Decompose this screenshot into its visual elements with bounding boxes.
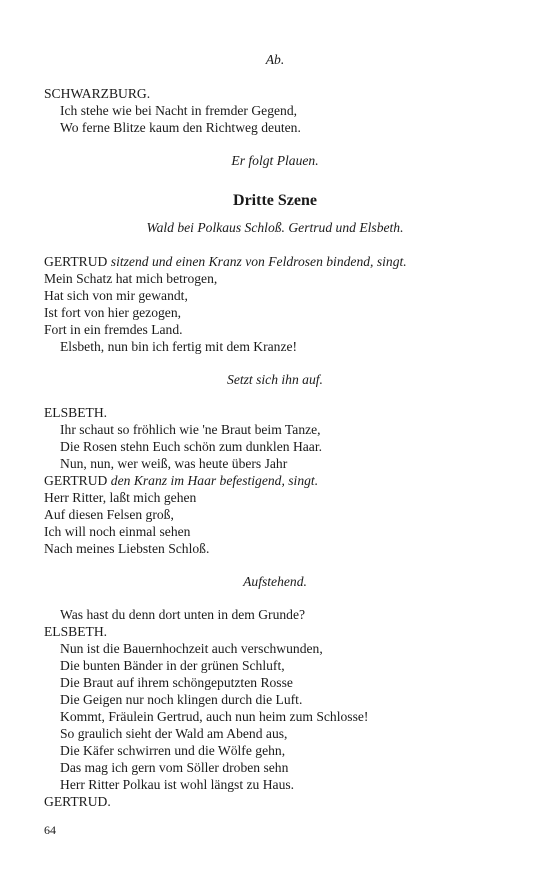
verse-line: Kommt, Fräulein Gertrud, auch nun heim zum Schlosse! [60,709,369,724]
verse-line: Elsbeth, nun bin ich fertig mit dem Kranze! [60,339,298,354]
verse-line: So graulich sieht der Wald am Abend aus, [60,726,288,741]
verse-line: Die Rosen stehn Euch schön zum dunklen Haar. [60,439,322,454]
speech-continued [44,606,506,810]
verse-line: Ich stehe wie bei Nacht in fremder Gegend, [60,103,298,118]
speech-gertrud [44,253,506,355]
stage-direction: Ab. [265,52,285,67]
verse-line: Das mag ich gern vom Söller droben sehn [60,760,289,775]
stage-direction: Aufstehend. [243,574,307,589]
inline-direction: sitzend und einen Kranz von Feldrosen bindend, singt. [110,254,407,269]
stage-direction: Er folgt Plauen. [231,153,319,168]
song-line: Fort in ein fremdes Land. [44,322,183,337]
verse-line: Die Käfer schwirren und die Wölfe gehn, [60,743,286,758]
verse-line: Die Geigen nur noch klingen durch die Luft. [60,692,303,707]
song-line: Hat sich von mir gewandt, [44,288,188,303]
song-line: Ich will noch einmal sehen [44,524,191,539]
speaker-name: GERTRUD [44,254,108,269]
verse-line: Herr Ritter Polkau ist wohl längst zu Haus. [60,777,295,792]
speech-schwarzburg [44,85,506,136]
verse-line: Ihr schaut so fröhlich wie 'ne Braut beim Tanze, [60,422,321,437]
verse-line: Was hast du denn dort unten in dem Grunde? [60,607,306,622]
speaker-name: ELSBETH. [44,624,108,639]
inline-direction: den Kranz im Haar befestigend, singt. [110,473,319,488]
scene-setting: Wald bei Polkaus Schloß. Gertrud und Elsbeth. [146,220,404,235]
song-line: Ist fort von hier gezogen, [44,305,182,320]
speaker-name: ELSBETH. [44,405,108,420]
speaker-name: SCHWARZBURG. [44,86,151,101]
song-line: Mein Schatz hat mich betrogen, [44,271,218,286]
song-line: Herr Ritter, laßt mich gehen [44,490,197,505]
verse-line: Die bunten Bänder in der grünen Schluft, [60,658,285,673]
page-number: 64 [44,823,56,837]
verse-line: Die Braut auf ihrem schöngeputzten Rosse [60,675,293,690]
scene-title: Dritte Szene [233,192,317,209]
speaker-name: GERTRUD [44,473,108,488]
speaker-name: GERTRUD. [44,794,111,809]
verse-line: Nun ist die Bauernhochzeit auch verschwunden, [60,641,323,656]
verse-line: Wo ferne Blitze kaum den Richtweg deuten. [60,120,301,135]
speech-elsbeth [44,404,506,557]
stage-direction: Setzt sich ihn auf. [227,372,323,387]
verse-line: Nun, nun, wer weiß, was heute übers Jahr [60,456,288,471]
song-line: Auf diesen Felsen groß, [44,507,174,522]
song-line: Nach meines Liebsten Schloß. [44,541,210,556]
